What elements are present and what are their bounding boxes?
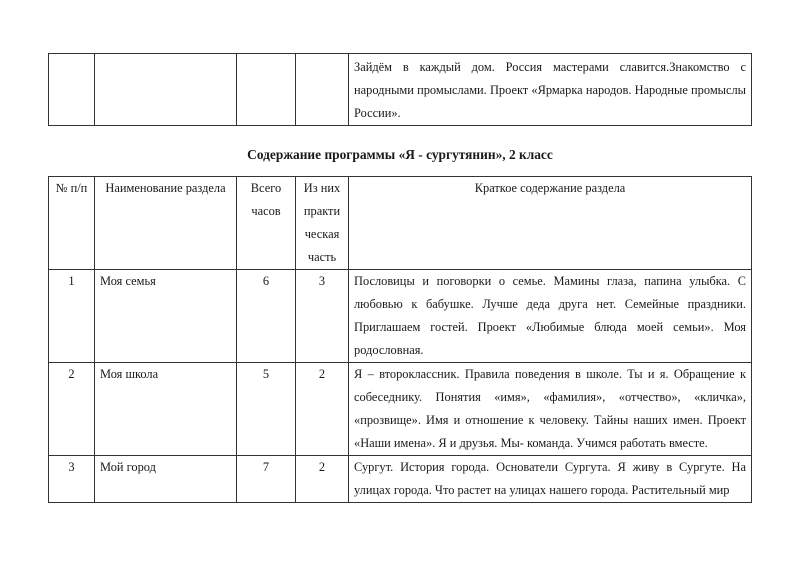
cell-practical: 2 (296, 363, 349, 456)
cell-description: Зайдём в каждый дом. Россия мастерами славится.Знакомство с народными промыслами. Проект «Ярмарка народов. Народные промыслы России». (349, 54, 752, 126)
header-num: № п/п (49, 177, 95, 270)
cell-description: Пословицы и поговорки о семье. Мамины глаза, папина улыбка. С любовью к бабушке. Лучше деда друга нет. Семейные праздники. Приглашаем гостей. Проект «Любимые блюда моей семьи». Моя родословная. (349, 270, 752, 363)
table-row (49, 54, 752, 126)
cell-num (49, 54, 95, 126)
program-content-table (48, 176, 752, 503)
table-row (49, 270, 752, 363)
cell-num: 1 (49, 270, 95, 363)
header-name: Наименование раздела (95, 177, 237, 270)
header-practical: Из них практи ческая часть (296, 177, 349, 270)
cell-hours: 7 (237, 456, 296, 503)
cell-hours (237, 54, 296, 126)
header-description: Краткое содержание раздела (349, 177, 752, 270)
cell-num: 3 (49, 456, 95, 503)
section-title: Содержание программы «Я - сургутянин», 2 класс (247, 147, 553, 162)
previous-table-continuation (48, 53, 752, 126)
cell-hours: 5 (237, 363, 296, 456)
cell-description: Я – второклассник. Правила поведения в школе. Ты и я. Обращение к собеседнику. Понятия «имя», «фамилия», «отчество», «кличка», «прозвище». Имя и отношение к человеку. Тайны наших имен. Проект «Наши имена». Я и друзья. Мы- команда. Учимся работать вместе. (349, 363, 752, 456)
table-row (49, 456, 752, 503)
cell-name: Моя семья (95, 270, 237, 363)
cell-name: Мой город (95, 456, 237, 503)
table-header-row (49, 177, 752, 270)
cell-name (95, 54, 237, 126)
cell-num: 2 (49, 363, 95, 456)
cell-practical: 3 (296, 270, 349, 363)
cell-practical: 2 (296, 456, 349, 503)
cell-hours: 6 (237, 270, 296, 363)
header-hours: Всего часов (237, 177, 296, 270)
cell-name: Моя школа (95, 363, 237, 456)
cell-practical (296, 54, 349, 126)
cell-description: Сургут. История города. Основатели Сургута. Я живу в Сургуте. На улицах города. Что растет на улицах нашего города. Растительный мир (349, 456, 752, 503)
table-row (49, 363, 752, 456)
